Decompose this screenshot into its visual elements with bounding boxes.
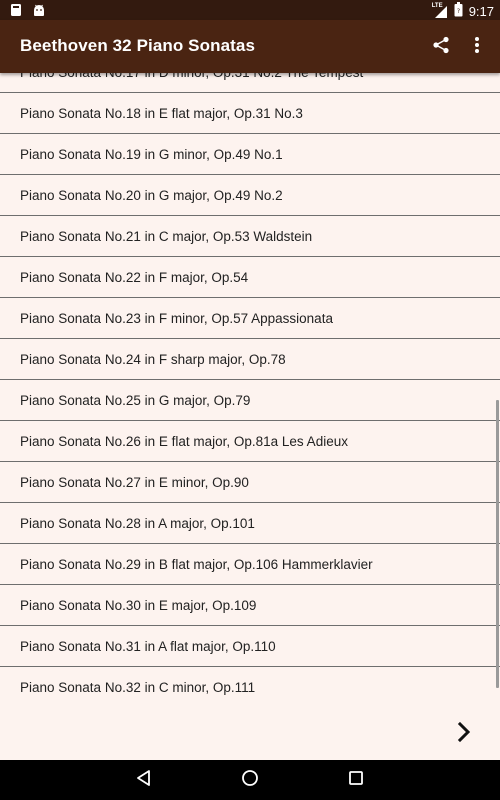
svg-text:?: ? xyxy=(456,8,460,15)
page-title: Beethoven 32 Piano Sonatas xyxy=(20,36,256,55)
list-item-label: Piano Sonata No.21 in C major, Op.53 Waldstein xyxy=(20,228,313,244)
more-vert-icon xyxy=(474,36,480,59)
overflow-menu-button[interactable] xyxy=(464,34,490,60)
home-button[interactable] xyxy=(238,768,262,792)
list-item-label: Piano Sonata No.18 in E flat major, Op.31 No.3 xyxy=(20,105,303,121)
list-item-label: Piano Sonata No.29 in B flat major, Op.106 Hammerklavier xyxy=(20,556,373,572)
sonata-list[interactable] xyxy=(0,73,500,706)
back-icon xyxy=(135,769,151,792)
network-label: LTE xyxy=(431,2,443,9)
list-item[interactable] xyxy=(0,421,500,462)
list-item-label: Piano Sonata No.22 in F major, Op.54 xyxy=(20,269,249,285)
list-item-label: Piano Sonata No.25 in G major, Op.79 xyxy=(20,392,251,408)
back-button[interactable] xyxy=(131,768,155,792)
list-item-label: Piano Sonata No.20 in G major, Op.49 No.2 xyxy=(20,187,283,203)
list-item[interactable] xyxy=(0,216,500,257)
sonata-list-items xyxy=(0,52,500,708)
list-item-label: Piano Sonata No.31 in A flat major, Op.110 xyxy=(20,638,276,654)
next-page-button[interactable] xyxy=(450,720,478,748)
battery-icon xyxy=(454,2,463,20)
share-icon xyxy=(432,36,450,59)
list-item[interactable] xyxy=(0,626,500,667)
recents-button[interactable] xyxy=(344,768,368,792)
status-time: 9:17 xyxy=(468,3,494,19)
list-item-label: Piano Sonata No.19 in G minor, Op.49 No.1 xyxy=(20,146,283,162)
list-item[interactable] xyxy=(0,339,500,380)
list-item[interactable] xyxy=(0,93,500,134)
list-item[interactable] xyxy=(0,462,500,503)
list-item[interactable] xyxy=(0,585,500,626)
list-item[interactable] xyxy=(0,667,500,708)
list-item[interactable] xyxy=(0,380,500,421)
list-item[interactable] xyxy=(0,175,500,216)
share-button[interactable] xyxy=(428,34,454,60)
list-item-label: Piano Sonata No.30 in E major, Op.109 xyxy=(20,597,257,613)
android-icon xyxy=(32,4,46,22)
status-right-icons xyxy=(432,2,494,20)
list-item[interactable] xyxy=(0,544,500,585)
status-bar xyxy=(0,0,500,20)
app-bar xyxy=(0,20,500,73)
list-item[interactable] xyxy=(0,503,500,544)
footer xyxy=(0,706,500,760)
home-icon xyxy=(241,769,259,792)
list-item-label: Piano Sonata No.23 in F minor, Op.57 Appassionata xyxy=(20,310,333,326)
list-item-label: Piano Sonata No.27 in E minor, Op.90 xyxy=(20,474,249,490)
list-scrollbar[interactable] xyxy=(496,400,499,688)
list-item[interactable] xyxy=(0,134,500,175)
app-bar-actions xyxy=(428,34,490,60)
list-item-label: Piano Sonata No.24 in F sharp major, Op.78 xyxy=(20,351,286,367)
list-item-label: Piano Sonata No.32 in C minor, Op.111 xyxy=(20,679,256,695)
system-nav-bar xyxy=(0,760,500,800)
list-item-label: Piano Sonata No.28 in A major, Op.101 xyxy=(20,515,255,531)
signal-icon xyxy=(432,4,448,19)
recents-icon xyxy=(348,770,364,791)
list-item[interactable] xyxy=(0,298,500,339)
list-item-label: Piano Sonata No.26 in E flat major, Op.81a Les Adieux xyxy=(20,433,348,449)
list-item[interactable] xyxy=(0,257,500,298)
chevron-right-icon xyxy=(457,722,471,747)
